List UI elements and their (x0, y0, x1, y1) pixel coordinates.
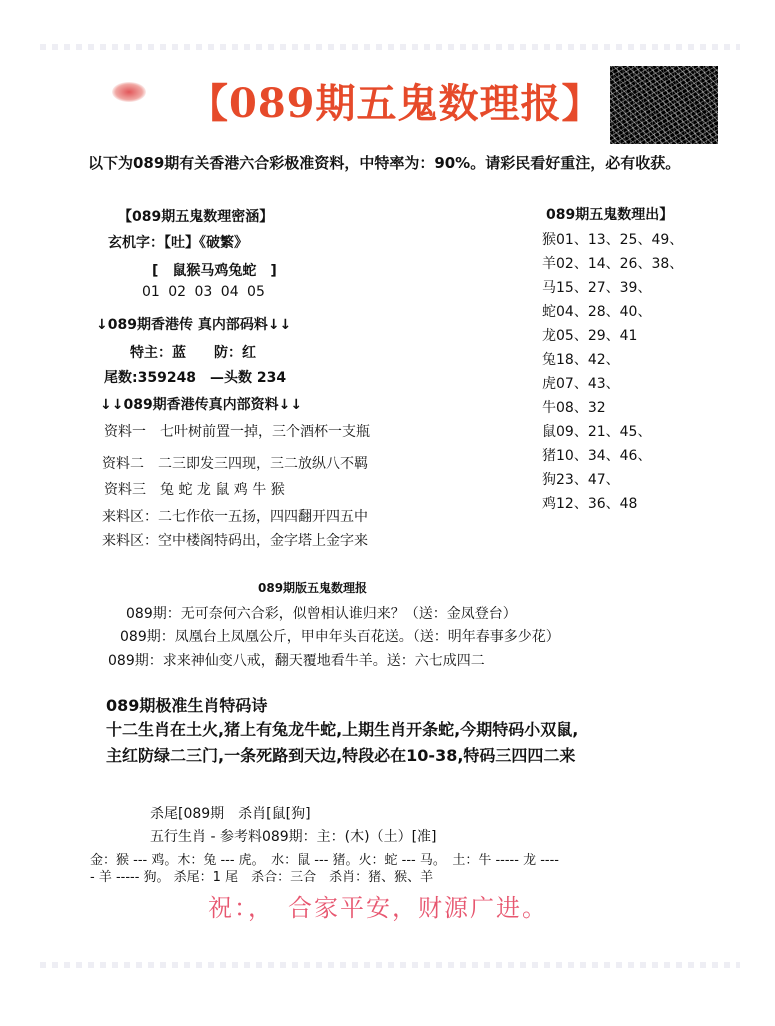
internal-title-2: ↓↓089期香港传真内部资料↓↓ (100, 397, 303, 413)
verse-line: 089期：求来神仙变八戒，翻天覆地看牛羊。送：六七成四二 (108, 653, 485, 669)
left-section-title: 【089期五鬼数理密涵】 (118, 209, 274, 225)
tezhu-line: 特主：蓝 防：红 (130, 345, 256, 361)
material-line: 资料三 兔 蛇 龙 鼠 鸡 牛 猴 (104, 482, 285, 498)
intro-text: 以下为089期有关香港六合彩极准资料，中特率为：90%。请彩民看好重注，必有收获。 (88, 154, 681, 172)
verse-line: 089期：无可奈何六合彩，似曾相认谁归来？（送：金凤登台） (126, 606, 517, 622)
middle-subtitle: 089期版五鬼数理报 (258, 581, 368, 595)
internal-title: ↓089期香港传 真内部码料↓↓ (96, 317, 292, 333)
wuxing-line: 五行生肖 - 参考料089期：主：(木)（土）[准] (150, 829, 437, 845)
poem-title: 089期极准生肖特码诗 (106, 696, 268, 715)
zodiac-row: 兔18、42、 (542, 352, 620, 368)
qr-code-image (610, 66, 718, 144)
zodiac-row: 鸡12、36、48 (542, 496, 638, 512)
verse-line: 089期：凤凰台上凤凰公斤，甲申年头百花送。（送：明年春事多少花） (120, 629, 560, 645)
poem-line-1: 十二生肖在土火,猪上有兔龙牛蛇,上期生肖开条蛇,今期特码小双鼠, (106, 720, 579, 739)
elements-line-2: - 羊 ----- 狗。 杀尾：1 尾 杀合：三合 杀肖：猪、猴、羊 (90, 870, 434, 885)
zodiac-row: 羊02、14、26、38、 (542, 256, 684, 272)
weishu-line: 尾数:359248 —头数 234 (104, 370, 287, 386)
zodiac-row: 虎07、43、 (542, 376, 620, 392)
page-title: 【089期五鬼数理报】 (188, 80, 603, 127)
xuanji-line: 玄机字：【吐】《破繁》 (108, 235, 248, 251)
lips-logo (112, 82, 146, 102)
bottom-border-stripe (40, 962, 740, 968)
number-list: 01 02 03 04 05 (142, 284, 265, 300)
zodiac-row: 狗23、47、 (542, 472, 620, 488)
elements-line-1: 金：猴 --- 鸡。木：兔 --- 虎。 水：鼠 --- 猪。火：蛇 --- 马。 土：牛 ----- 龙 ---- (90, 853, 559, 868)
zodiac-row: 马15、27、39、 (542, 280, 652, 296)
material-line: 资料二 二三即发三四现，三二放纵八不羁 (102, 456, 368, 472)
zodiac-bracket: [ 鼠猴马鸡兔蛇 ] (152, 263, 277, 279)
kill-line: 杀尾[089期 杀肖[鼠[狗] (150, 806, 311, 822)
footer-blessing: 祝：， 合家平安，财源广进。 (208, 894, 548, 922)
top-border-stripe (40, 44, 740, 50)
material-line: 来料区：空中楼阁特码出，金字塔上金字来 (102, 533, 368, 549)
zodiac-row: 牛08、32 (542, 400, 606, 416)
material-line: 资料一 七叶树前置一掉，三个酒杯一支瓶 (104, 424, 370, 440)
zodiac-row: 猪10、34、46、 (542, 448, 652, 464)
right-section-title: 089期五鬼数理出】 (546, 207, 674, 223)
poem-line-2: 主红防绿二三门,一条死路到天边,特段必在10-38,特码三四四二来 (106, 746, 576, 765)
material-line: 来料区：二七作依一五扬，四四翻开四五中 (102, 509, 368, 525)
zodiac-row: 龙05、29、41 (542, 328, 638, 344)
zodiac-row: 蛇04、28、40、 (542, 304, 652, 320)
zodiac-row: 猴01、13、25、49、 (542, 232, 684, 248)
zodiac-row: 鼠09、21、45、 (542, 424, 652, 440)
